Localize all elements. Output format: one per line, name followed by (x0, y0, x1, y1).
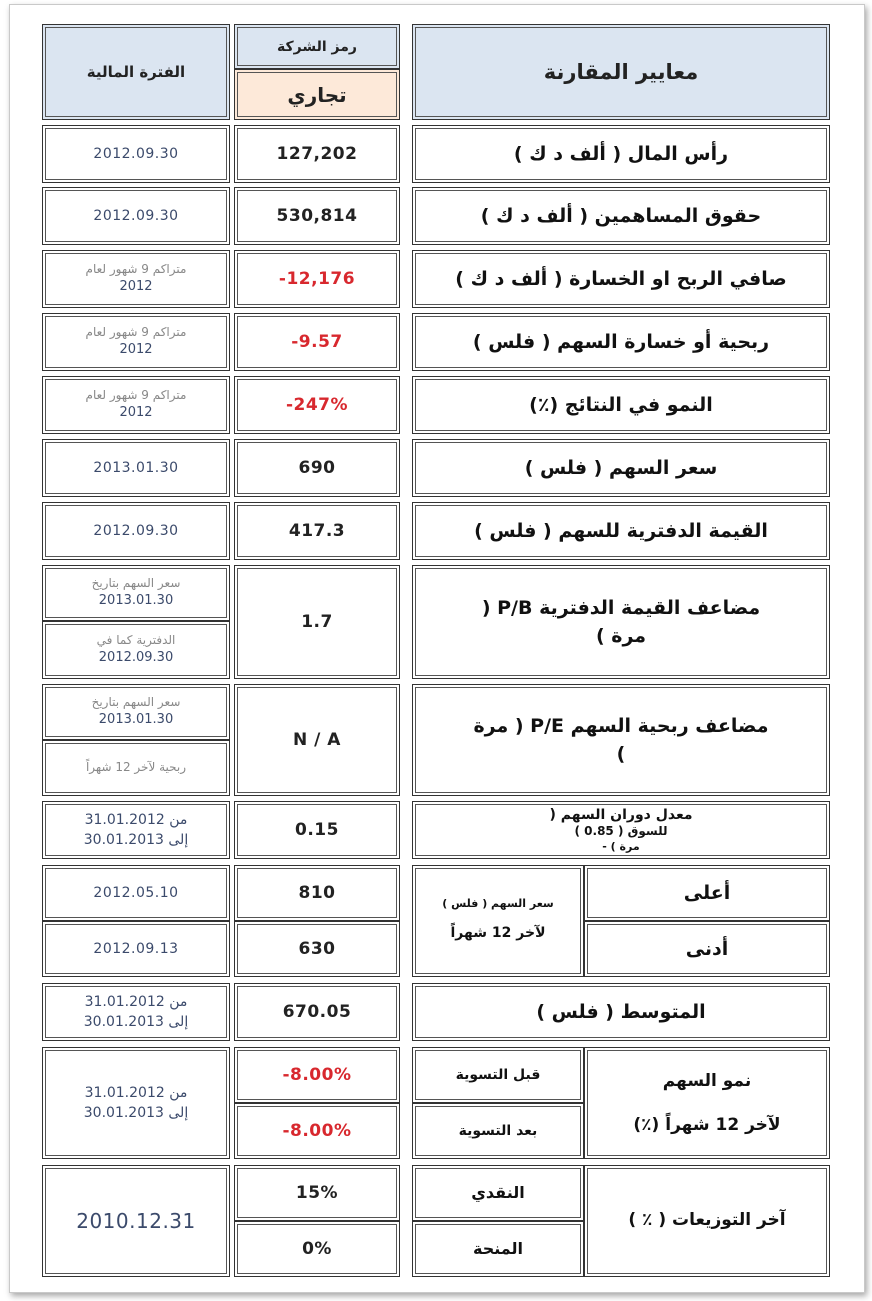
high-low-group-cell (412, 865, 584, 977)
low-date: 2012.09.13 (93, 941, 179, 957)
pe-period-b-cell (42, 740, 230, 796)
net-profit-value-cell (234, 250, 400, 308)
capital-label: رأس المال ( ألف د ك ) (513, 142, 729, 165)
net-profit-label: صافي الربح او الخسارة ( ألف د ك ) (455, 267, 787, 290)
low-value: 630 (298, 939, 336, 959)
net-profit-period-line2: 2012 (119, 279, 153, 295)
share-growth-period-line1: من 31.01.2012 (84, 1084, 188, 1101)
price-label: سعر السهم ( فلس ) (524, 456, 718, 479)
price-value: 690 (298, 458, 336, 478)
pe-value-cell (234, 684, 400, 796)
pb-period-b-cell (42, 621, 230, 679)
capital-label-cell (412, 125, 830, 183)
turnover-label-line2: للسوق ( 0.85 ) (574, 824, 668, 839)
bonus-value: 0% (302, 1239, 332, 1259)
high-low-group-line2: لآخر 12 شهراً (450, 925, 546, 942)
turnover-value-cell (234, 801, 400, 859)
cash-label-cell (412, 1165, 584, 1221)
share-growth-label-line2: لآخر 12 شهراً (٪) (633, 1115, 781, 1135)
pb-period-a-cell (42, 565, 230, 621)
net-profit-period-cell (42, 250, 230, 308)
pb-period-a-line1: سعر السهم بتاريخ (91, 575, 181, 590)
average-period-cell (42, 983, 230, 1041)
pe-period-a (92, 694, 181, 730)
pe-label-cell (412, 684, 830, 796)
pb-period-b-line1: الدفترية كما في (96, 632, 176, 647)
pe-period-a-line1: سعر السهم بتاريخ (91, 694, 181, 709)
cash-label: النقدي (471, 1183, 525, 1202)
pb-label-line2: مرة ) (595, 625, 647, 647)
pe-label (463, 712, 778, 769)
low-value-cell (234, 921, 400, 977)
average-period (84, 992, 188, 1033)
turnover-label-cell (412, 801, 830, 859)
eps-period (86, 324, 187, 360)
average-label: المتوسط ( فلس ) (536, 1000, 706, 1023)
cash-value-cell (234, 1165, 400, 1221)
growth-value-cell (234, 376, 400, 434)
dividends-period-cell (42, 1165, 230, 1277)
pb-period-a (92, 575, 181, 611)
period-title: الفترة المالية (86, 63, 186, 81)
capital-period-cell (42, 125, 230, 183)
share-growth-period-line2: إلى 30.01.2013 (83, 1105, 189, 1121)
low-date-cell (42, 921, 230, 977)
dividends-period: 2010.12.31 (76, 1209, 196, 1233)
criteria-header (412, 24, 830, 120)
pe-period-b-line1: ربحية لآخر 12 شهراً (85, 760, 187, 775)
pb-label (472, 594, 770, 651)
company-code-label: رمز الشركة (277, 38, 357, 55)
pb-value-cell (234, 565, 400, 679)
turnover-period-line1: من 31.01.2012 (84, 811, 188, 828)
high-label: أعلى (683, 881, 731, 904)
share-growth-label-cell (584, 1047, 830, 1159)
share-growth-label-line1: نمو السهم (662, 1070, 752, 1091)
net-profit-period-line1: متراكم 9 شهور لعام (85, 261, 187, 276)
capital-period: 2012.09.30 (93, 146, 179, 162)
net-profit-value: -12,176 (278, 269, 356, 289)
share-growth-period (84, 1083, 188, 1124)
pb-value: 1.7 (301, 612, 333, 632)
growth-period-cell (42, 376, 230, 434)
high-label-cell (584, 865, 830, 921)
bonus-value-cell (234, 1221, 400, 1277)
book-value-label-cell (412, 502, 830, 560)
share-growth-period-cell (42, 1047, 230, 1159)
eps-period-line1: متراكم 9 شهور لعام (85, 324, 187, 339)
before-adjust-label: قبل التسوية (455, 1066, 541, 1083)
before-adjust-value: -8.00% (282, 1065, 352, 1085)
turnover-value: 0.15 (295, 820, 339, 840)
book-value-value: 417.3 (288, 521, 346, 541)
bonus-label: المنحة (473, 1239, 523, 1258)
pb-label-cell (412, 565, 830, 679)
turnover-label-line1: معدل دوران السهم ( (549, 806, 693, 823)
turnover-period-cell (42, 801, 230, 859)
turnover-period-line2: إلى 30.01.2013 (83, 832, 189, 848)
pe-label-line2: ) (616, 743, 626, 765)
after-adjust-value-cell (234, 1103, 400, 1159)
bonus-label-cell (412, 1221, 584, 1277)
growth-label: النمو في النتائج (٪) (529, 393, 713, 416)
growth-period-line2: 2012 (119, 405, 153, 421)
net-profit-label-cell (412, 250, 830, 308)
book-value-period: 2012.09.30 (93, 523, 179, 539)
high-value-cell (234, 865, 400, 921)
growth-value: -247% (285, 395, 349, 415)
eps-period-cell (42, 313, 230, 371)
pe-period-b (86, 759, 186, 776)
capital-value: 127,202 (276, 144, 358, 164)
average-period-line2: إلى 30.01.2013 (83, 1014, 189, 1030)
average-period-line1: من 31.01.2012 (84, 993, 188, 1010)
high-value: 810 (298, 883, 336, 903)
book-value-label: القيمة الدفترية للسهم ( فلس ) (474, 519, 768, 542)
capital-value-cell (234, 125, 400, 183)
eps-value-cell (234, 313, 400, 371)
eps-label-cell (412, 313, 830, 371)
pb-period-b (97, 632, 176, 668)
pb-label-line1: مضاعف القيمة الدفترية P/B ( (481, 596, 761, 619)
price-label-cell (412, 439, 830, 497)
average-value-cell (234, 983, 400, 1041)
after-adjust-label-cell (412, 1103, 584, 1159)
company-name-header (234, 69, 400, 120)
low-label-cell (584, 921, 830, 977)
average-value: 670.05 (282, 1002, 352, 1022)
eps-period-line2: 2012 (119, 342, 153, 358)
equity-label: حقوق المساهمين ( ألف د ك ) (480, 204, 762, 227)
growth-period (86, 387, 187, 423)
eps-value: -9.57 (291, 332, 343, 352)
turnover-label-line3: مرة ) - (602, 839, 640, 853)
turnover-period (84, 810, 188, 851)
after-adjust-value: -8.00% (282, 1121, 352, 1141)
equity-period: 2012.09.30 (93, 208, 179, 224)
company-name: تجاري (287, 82, 347, 107)
pe-label-line1: مضاعف ربحية السهم P/E ( مرة (473, 714, 769, 737)
after-adjust-label: بعد التسوية (458, 1122, 538, 1139)
cash-value: 15% (295, 1183, 339, 1203)
growth-label-cell (412, 376, 830, 434)
price-value-cell (234, 439, 400, 497)
price-period: 2013.01.30 (93, 460, 179, 476)
book-value-value-cell (234, 502, 400, 560)
dividends-label: آخر التوزيعات ( ٪ ) (628, 1210, 786, 1231)
equity-value-cell (234, 187, 400, 245)
growth-period-line1: متراكم 9 شهور لعام (85, 387, 187, 402)
equity-value: 530,814 (276, 206, 358, 226)
pe-period-a-line2: 2013.01.30 (98, 712, 174, 728)
pb-period-b-line2: 2012.09.30 (98, 650, 174, 666)
before-adjust-label-cell (412, 1047, 584, 1103)
pb-period-a-line2: 2013.01.30 (98, 593, 174, 609)
pe-value: N / A (293, 730, 341, 750)
dividends-label-cell (584, 1165, 830, 1277)
price-period-cell (42, 439, 230, 497)
share-growth-label (623, 1059, 790, 1147)
low-label: أدنى (685, 937, 729, 960)
pe-period-a-cell (42, 684, 230, 740)
high-low-group-line1: سعر السهم ( فلس ) (442, 897, 554, 910)
book-value-period-cell (42, 502, 230, 560)
net-profit-period (86, 261, 187, 297)
equity-period-cell (42, 187, 230, 245)
turnover-label (539, 806, 702, 854)
company-code-header (234, 24, 400, 69)
criteria-title: معايير المقارنة (543, 60, 699, 84)
high-date: 2012.05.10 (93, 885, 179, 901)
period-header (42, 24, 230, 120)
high-date-cell (42, 865, 230, 921)
average-label-cell (412, 983, 830, 1041)
equity-label-cell (412, 187, 830, 245)
high-low-group-label (432, 891, 563, 951)
eps-label: ربحية أو خسارة السهم ( فلس ) (472, 330, 770, 353)
before-adjust-value-cell (234, 1047, 400, 1103)
